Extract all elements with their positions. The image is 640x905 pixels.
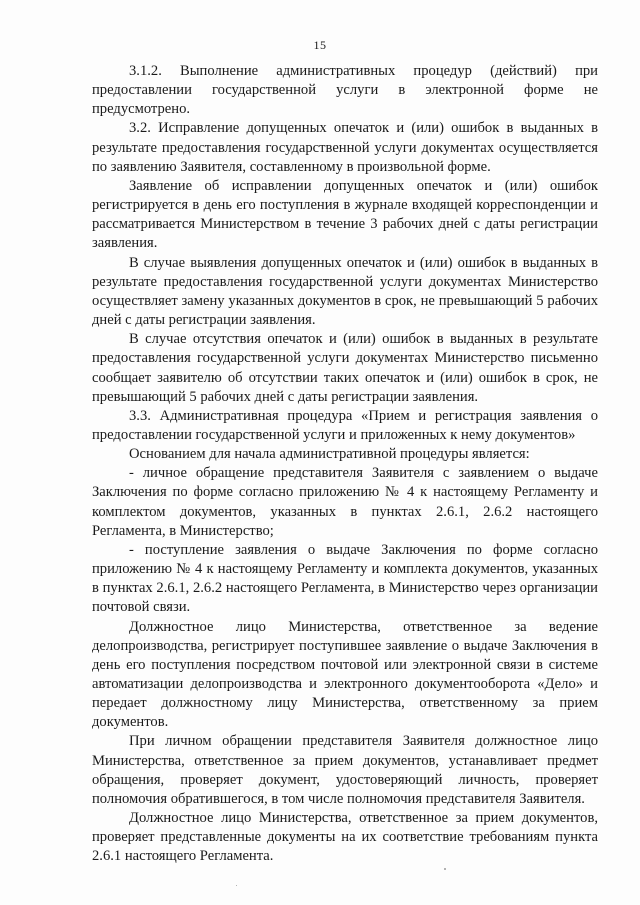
page-number: 15 <box>313 38 327 52</box>
scan-speck <box>444 868 446 870</box>
paragraph: В случае выявления допущенных опечаток и (или) ошибок в выданных в результате предоставления государственной услуги документах Министерство осуществляет замену указанных документов в срок, не превышающий 5 рабочих дней с даты регистрации заявления. <box>92 254 598 329</box>
paragraph: Должностное лицо Министерства, ответственное за прием документов, проверяет представленные документы на их соответствие требованиям пункта 2.6.1 настоящего Регламента. <box>92 810 598 865</box>
document-body <box>92 62 598 867</box>
list-item: - личное обращение представителя Заявителя с заявлением о выдаче Заключения по форме согласно приложению № 4 к настоящему Регламенту и комплектом документов, указанных в пунктах 2.6.1, 2.6.2 настоящего Регламента, в Министерство; <box>92 465 598 539</box>
paragraph-3-2: 3.2. Исправление допущенных опечаток и (или) ошибок в выданных в результате предоставления государственной услуги документах осуществляется по заявлению Заявителя, составленному в произвольной форме. <box>92 120 598 175</box>
paragraph: В случае отсутствия опечаток и (или) ошибок в выданных в результате предоставления государственной услуги документах Министерство письменно сообщает заявителю об отсутствии таких опечаток и (или) ошибок в срок, не превышающий 5 рабочих дней с даты регистрации заявления. <box>92 331 598 405</box>
paragraph: Заявление об исправлении допущенных опечаток и (или) ошибок регистрируется в день его поступления в журнале входящей корреспонденции и рассматривается Министерством в течение 3 рабочих дней с даты регистрации заявления. <box>92 177 598 252</box>
list-item: - поступление заявления о выдаче Заключения по форме согласно приложению № 4 к настоящему Регламенту и комплекта документов, указанных в пунктах 2.6.1, 2.6.2 настоящего Регламента, в Министерство через организации почтовой связи. <box>92 541 598 616</box>
paragraph-3-3: 3.3. Административная процедура «Прием и регистрация заявления о предоставлении государственной услуги и приложенных к нему документов» <box>92 407 598 443</box>
scan-speck <box>236 885 237 886</box>
paragraph-3-1-2: 3.1.2. Выполнение административных процедур (действий) при предоставлении государственной услуги в электронной форме не предусмотрено. <box>92 63 598 118</box>
paragraph: Основанием для начала административной процедуры является: <box>129 446 530 463</box>
paragraph: При личном обращении представителя Заявителя должностное лицо Министерства, ответственное за прием документов, устанавливает предмет обращения, проверяет документ, удостоверяющий личность, проверяет полномочия обратившегося, в том числе полномочия представителя Заявителя. <box>92 733 598 807</box>
paragraph: Должностное лицо Министерства, ответственное за ведение делопроизводства, регистрирует поступившее заявление о выдаче Заключения в день его поступления посредством почтовой или электронной связи в системе автоматизации делопроизводства и электронного документооборота «Дело» и передает должностному лицу Министерства, ответственному за прием документов. <box>92 618 598 731</box>
